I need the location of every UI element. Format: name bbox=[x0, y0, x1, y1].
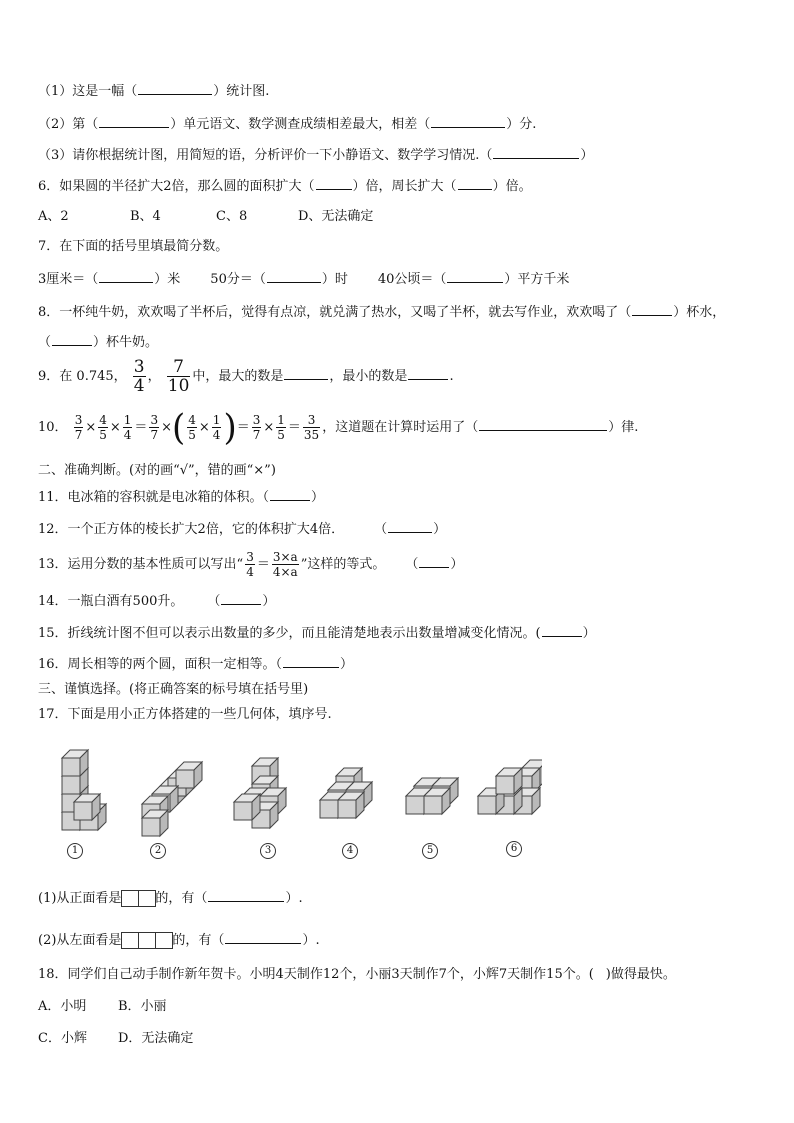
numerator: 4 bbox=[99, 413, 107, 427]
denominator: 4 bbox=[212, 428, 221, 442]
text: 的，有（ bbox=[155, 891, 208, 906]
figure-3[interactable] bbox=[234, 758, 286, 828]
denominator: 4×a bbox=[272, 565, 298, 579]
option-d[interactable]: D、无法确定 bbox=[298, 209, 374, 224]
denominator: 7 bbox=[252, 428, 261, 442]
fraction bbox=[276, 413, 286, 442]
answer-blank[interactable] bbox=[284, 367, 328, 380]
text: ，最小的数是 bbox=[329, 369, 408, 384]
figure-label-4 bbox=[342, 842, 358, 859]
answer-blank[interactable] bbox=[388, 520, 432, 533]
answer-blank[interactable] bbox=[99, 270, 153, 283]
text: ）律. bbox=[608, 420, 639, 435]
question-15 bbox=[38, 624, 596, 643]
text: )做得最快。 bbox=[605, 967, 676, 982]
numerator: 3 bbox=[252, 413, 261, 427]
denominator: 5 bbox=[277, 428, 285, 442]
text: 9．在 bbox=[38, 369, 73, 384]
numerator: 3 bbox=[150, 413, 159, 427]
fraction-7-10 bbox=[167, 358, 191, 395]
answer-blank[interactable] bbox=[283, 655, 339, 668]
numerator: 1 bbox=[123, 413, 132, 427]
answer-blank[interactable] bbox=[458, 177, 492, 190]
fraction bbox=[187, 413, 197, 442]
text: （1）这是一幅（ bbox=[38, 84, 138, 99]
question-6-options bbox=[38, 208, 373, 226]
answer-blank[interactable] bbox=[208, 889, 284, 902]
fraction bbox=[74, 413, 84, 442]
op: ＝ bbox=[134, 420, 148, 435]
question-7 bbox=[38, 238, 228, 256]
answer-blank[interactable] bbox=[447, 270, 503, 283]
text: 16．周长相等的两个圆，面积一定相等。（ bbox=[38, 657, 283, 672]
text: 8．一杯纯牛奶，欢欢喝了半杯后，觉得有点凉，就兑满了热水，又喝了半杯，就去写作业，欢欢喝了（ bbox=[38, 305, 632, 320]
view-shape-2 bbox=[121, 891, 155, 906]
text: 14．一瓶白酒有500升。 bbox=[38, 594, 184, 609]
question-18-options-row1 bbox=[38, 998, 167, 1016]
text: 10． bbox=[38, 420, 68, 435]
text: ）倍，周长扩大（ bbox=[352, 179, 457, 194]
square bbox=[121, 932, 139, 949]
text: ）统计图. bbox=[213, 84, 270, 99]
text: （ bbox=[38, 335, 52, 350]
square bbox=[138, 890, 156, 907]
op: × bbox=[198, 420, 210, 435]
text: 中，最大的数是 bbox=[192, 369, 284, 384]
text: 15．折线统计图不但可以表示出数量的多少，而且能清楚地表示出数量增减变化情况。( bbox=[38, 626, 541, 641]
label: 4 bbox=[342, 843, 358, 859]
text: 的，有（ bbox=[172, 933, 225, 948]
text: 13．运用分数的基本性质可以写出“ bbox=[38, 557, 244, 572]
text: 18．同学们自己动手制作新年贺卡。小明4天制作12个，小丽3天制作7个，小辉7天制作15个。( bbox=[38, 967, 594, 982]
numerator: 4 bbox=[188, 413, 196, 427]
question-6 bbox=[38, 177, 532, 196]
text: 17．下面是用小正方体搭建的一些几何体，填序号. bbox=[38, 707, 332, 722]
question-7-parts bbox=[38, 270, 569, 289]
option-a[interactable]: A．小明 bbox=[38, 999, 87, 1014]
decimal-value: 0.745， bbox=[76, 369, 127, 384]
fraction bbox=[303, 413, 320, 442]
label: 6 bbox=[506, 841, 522, 857]
square bbox=[121, 890, 139, 907]
question-11 bbox=[38, 488, 324, 507]
text: ）杯水， bbox=[673, 305, 726, 320]
numerator: 1 bbox=[277, 413, 285, 427]
figure-6[interactable] bbox=[478, 760, 542, 814]
text: （ bbox=[374, 522, 388, 537]
text: ）. bbox=[302, 933, 320, 948]
question-8-line1 bbox=[38, 303, 725, 322]
question-17-part2 bbox=[38, 931, 320, 950]
option-b[interactable]: B．小丽 bbox=[118, 999, 167, 1014]
denominator: 4 bbox=[123, 428, 132, 442]
question-8-line2 bbox=[38, 333, 158, 352]
question-17 bbox=[38, 706, 332, 724]
text: （ bbox=[405, 557, 419, 572]
text: ）倍。 bbox=[492, 179, 532, 194]
option-a[interactable]: A、2 bbox=[38, 209, 69, 224]
denominator: 35 bbox=[303, 428, 320, 442]
text: 二、准确判断。(对的画“√”，错的画“×”) bbox=[38, 463, 276, 478]
q5-part3 bbox=[38, 146, 593, 165]
section-3-title bbox=[38, 681, 308, 699]
q5-part2 bbox=[38, 115, 536, 134]
answer-blank[interactable] bbox=[542, 624, 582, 637]
answer-blank[interactable] bbox=[479, 418, 607, 431]
numerator: 3×a bbox=[272, 550, 298, 564]
figure-label-1 bbox=[67, 842, 83, 859]
answer-blank[interactable] bbox=[493, 146, 579, 159]
square bbox=[138, 932, 156, 949]
text: 50分＝（ bbox=[210, 272, 266, 287]
denominator: 4 bbox=[246, 565, 254, 579]
fraction-3a-4a bbox=[272, 550, 299, 579]
question-18-options-row2 bbox=[38, 1030, 193, 1048]
option-b[interactable]: B、4 bbox=[130, 209, 161, 224]
figure-label-2 bbox=[150, 842, 166, 859]
label: 3 bbox=[260, 843, 276, 859]
text: （2）第（ bbox=[38, 117, 99, 132]
text: ）单元语文、数学测查成绩相差最大，相差（ bbox=[170, 117, 431, 132]
op: × bbox=[85, 420, 97, 435]
square bbox=[155, 932, 173, 949]
answer-blank[interactable] bbox=[225, 931, 301, 944]
fraction bbox=[149, 413, 159, 442]
numerator: 3 bbox=[133, 357, 145, 377]
option-d[interactable]: D．无法确定 bbox=[118, 1031, 194, 1046]
op: × bbox=[161, 420, 172, 435]
answer-blank[interactable] bbox=[632, 303, 672, 316]
option-c[interactable]: C、8 bbox=[216, 209, 248, 224]
fraction bbox=[212, 413, 222, 442]
numerator: 7 bbox=[167, 358, 191, 377]
option-c[interactable]: C．小辉 bbox=[38, 1031, 87, 1046]
fraction bbox=[252, 413, 262, 442]
denominator: 4 bbox=[133, 376, 145, 396]
text: ） bbox=[582, 626, 596, 641]
q5-part1 bbox=[38, 82, 269, 101]
fraction bbox=[123, 413, 133, 442]
text: (1)从正面看是 bbox=[38, 891, 122, 906]
label: 2 bbox=[150, 843, 166, 859]
numerator: 1 bbox=[212, 413, 221, 427]
text: ）平方千米 bbox=[504, 272, 570, 287]
figure-5[interactable] bbox=[406, 778, 458, 814]
text: 11．电冰箱的容积就是电冰箱的体积。（ bbox=[38, 490, 270, 505]
text: ”这样的等式。 bbox=[300, 557, 386, 572]
figure-label-5 bbox=[422, 842, 438, 859]
figure-4[interactable] bbox=[320, 768, 372, 818]
numerator: 3 bbox=[246, 550, 254, 564]
text: 三、谨慎选择。(将正确答案的标号填在括号里) bbox=[38, 682, 309, 697]
text: . bbox=[449, 369, 454, 384]
answer-blank[interactable] bbox=[267, 270, 321, 283]
text: ） bbox=[340, 657, 354, 672]
text: 12．一个正方体的棱长扩大2倍，它的体积扩大4倍． bbox=[38, 522, 345, 537]
figure-label-3 bbox=[260, 842, 276, 859]
cube-figures-svg bbox=[52, 748, 542, 866]
answer-blank[interactable] bbox=[221, 592, 261, 605]
text: ） bbox=[580, 148, 594, 163]
question-9 bbox=[38, 356, 454, 398]
denominator: 7 bbox=[150, 428, 159, 442]
text: ） bbox=[311, 490, 325, 505]
figure-2[interactable] bbox=[142, 762, 202, 836]
figure-label-6 bbox=[506, 840, 522, 857]
op: ＝ bbox=[287, 420, 301, 435]
answer-blank[interactable] bbox=[316, 177, 352, 190]
denominator: 7 bbox=[74, 428, 83, 442]
numerator: 3 bbox=[74, 413, 83, 427]
op: ＝ bbox=[256, 557, 270, 572]
question-17-part1 bbox=[38, 889, 303, 908]
text: ）米 bbox=[154, 272, 181, 287]
section-2-title bbox=[38, 462, 276, 480]
text: ） bbox=[450, 557, 464, 572]
text: (2)从左面看是 bbox=[38, 933, 122, 948]
fraction bbox=[98, 413, 108, 442]
text: ， bbox=[147, 369, 161, 384]
question-12 bbox=[38, 520, 446, 539]
question-13 bbox=[38, 546, 463, 584]
text: 6．如果圆的半径扩大2倍，那么圆的面积扩大（ bbox=[38, 179, 315, 194]
op: ＝ bbox=[236, 420, 250, 435]
question-10 bbox=[38, 406, 638, 450]
text: ）时 bbox=[321, 272, 348, 287]
text: 40公顷＝（ bbox=[377, 272, 447, 287]
answer-blank[interactable] bbox=[408, 367, 448, 380]
view-shape-3 bbox=[121, 933, 172, 948]
denominator: 10 bbox=[167, 376, 190, 396]
question-18 bbox=[38, 966, 676, 984]
label: 5 bbox=[422, 843, 438, 859]
question-16 bbox=[38, 655, 353, 674]
text: 3厘米＝（ bbox=[38, 272, 99, 287]
numerator: 3 bbox=[303, 413, 320, 428]
text: ，这道题在计算时运用了（ bbox=[322, 420, 479, 435]
text: ） bbox=[262, 594, 276, 609]
op: × bbox=[109, 420, 121, 435]
figure-1[interactable] bbox=[62, 750, 106, 830]
text: ）. bbox=[285, 891, 303, 906]
text: 7．在下面的括号里填最简分数。 bbox=[38, 239, 229, 254]
answer-blank[interactable] bbox=[270, 488, 310, 501]
fraction-3-4 bbox=[133, 358, 146, 395]
fraction-3-4 bbox=[245, 550, 255, 579]
answer-blank[interactable] bbox=[99, 115, 169, 128]
answer-blank[interactable] bbox=[138, 82, 212, 95]
right-paren: ) bbox=[223, 406, 237, 449]
answer-blank[interactable] bbox=[52, 333, 92, 346]
text: （ bbox=[207, 594, 221, 609]
text: （3）请你根据统计图，用简短的语，分析评价一下小静语文、数学学习情况.（ bbox=[38, 148, 493, 163]
denominator: 5 bbox=[188, 428, 196, 442]
text: ）杯牛奶。 bbox=[93, 335, 159, 350]
text: ）分. bbox=[506, 117, 537, 132]
question-14 bbox=[38, 592, 275, 611]
label: 1 bbox=[67, 843, 83, 859]
left-paren: ( bbox=[171, 406, 186, 449]
text: ） bbox=[433, 522, 447, 537]
denominator: 5 bbox=[99, 428, 107, 442]
answer-blank[interactable] bbox=[431, 115, 505, 128]
op: × bbox=[263, 420, 275, 435]
answer-blank[interactable] bbox=[419, 555, 449, 568]
cube-figures bbox=[52, 748, 542, 866]
